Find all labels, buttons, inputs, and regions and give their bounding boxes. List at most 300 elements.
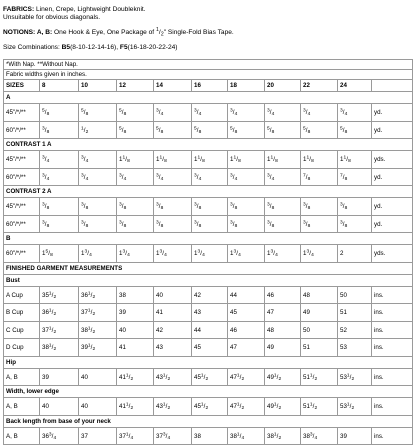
cell-whole: 53 <box>340 403 347 410</box>
cell-fraction: $^1/_2$ <box>273 402 282 412</box>
cell-fraction: $^3/_8$ <box>156 219 164 229</box>
cell-fraction: $^1/_2$ <box>87 343 96 353</box>
table-cell <box>265 321 301 339</box>
cell-fraction: $^3/_4$ <box>81 172 89 182</box>
table-cell <box>228 121 265 139</box>
cell-fraction: $^1/_2$ <box>273 372 282 382</box>
cell-whole: 47 <box>267 309 274 316</box>
unit-cell: yd. <box>372 198 413 216</box>
table-cell <box>265 245 301 263</box>
cell-fraction: $^3/_4$ <box>233 249 241 259</box>
cell-whole: 49 <box>267 373 274 381</box>
size-combo-label: Size Combinations: <box>3 43 62 51</box>
cell-whole: 35 <box>42 291 49 299</box>
unit-cell: ins. <box>372 398 413 416</box>
table-cell <box>338 427 372 445</box>
cell-whole: 43 <box>156 403 163 410</box>
yardage-table <box>3 59 413 445</box>
unsuitable-line: Unsuitable for obvious diagonals. <box>3 13 101 21</box>
table-cell <box>265 368 301 386</box>
table-cell <box>228 245 265 263</box>
cell-whole: 1 <box>156 250 160 257</box>
cell-fraction: $^3/_4$ <box>303 108 311 118</box>
table-cell <box>301 121 338 139</box>
unit-cell: yd. <box>372 168 413 186</box>
cell-fraction: $^1/_8$ <box>306 155 314 165</box>
cell-whole: 1 <box>267 156 271 163</box>
notions-fraction: $^1/_2$ <box>155 27 164 38</box>
cell-fraction: $^1/_2$ <box>273 431 282 441</box>
cell-fraction: $^3/_4$ <box>162 431 171 441</box>
cell-fraction: $^1/_2$ <box>87 308 96 318</box>
table-row <box>4 245 413 263</box>
cell-whole: 45 <box>194 373 201 381</box>
table-cell <box>117 304 154 322</box>
cell-fraction: $^1/_8$ <box>122 155 130 165</box>
cell-fraction: $^3/_4$ <box>194 108 202 118</box>
table-cell <box>338 286 372 304</box>
table-cell <box>117 168 154 186</box>
cell-whole: 51 <box>303 403 310 410</box>
cell-whole: 1 <box>194 156 198 163</box>
table-cell <box>79 215 117 233</box>
table-cell <box>228 104 265 122</box>
table-cell <box>192 104 228 122</box>
cell-whole: 36 <box>42 432 49 440</box>
table-row <box>4 368 413 386</box>
unit-cell: yds. <box>372 151 413 169</box>
cell-whole: 2 <box>340 250 344 257</box>
notions-label: NOTIONS: A, B: <box>3 29 53 37</box>
table-cell <box>228 168 265 186</box>
cell-fraction: $^1/_4$ <box>236 431 245 441</box>
table-cell <box>79 151 117 169</box>
cell-whole: 53 <box>340 344 347 351</box>
cell-fraction: $^1/_2$ <box>48 308 57 318</box>
table-cell <box>192 339 228 357</box>
section-heading: FINISHED GARMENT MEASUREMENTS <box>4 262 413 274</box>
cell-fraction: $^1/_2$ <box>87 290 96 300</box>
table-cell <box>301 215 338 233</box>
cell-fraction: $^3/_4$ <box>84 249 92 259</box>
table-cell <box>301 104 338 122</box>
f5-sizes: (16-18-20-22-24) <box>127 43 178 51</box>
cell-whole: 38 <box>119 291 126 299</box>
size-col-header: 12 <box>117 80 154 92</box>
row-label: A, B <box>4 427 40 445</box>
cell-fraction: $^7/_8$ <box>303 172 311 182</box>
table-cell <box>79 104 117 122</box>
table-cell <box>154 198 192 216</box>
cell-fraction: $^1/_8$ <box>159 155 167 165</box>
table-cell <box>301 245 338 263</box>
table-cell <box>40 151 79 169</box>
cell-fraction: $^3/_8$ <box>303 202 311 212</box>
cell-whole: 41 <box>119 403 126 410</box>
table-cell <box>40 286 79 304</box>
cell-whole: 40 <box>42 403 49 410</box>
cell-fraction: $^5/_8$ <box>340 125 348 135</box>
size-col-header: 14 <box>154 80 192 92</box>
row-label: A Cup <box>4 286 40 304</box>
size-col-header: 24 <box>338 80 372 92</box>
table-cell <box>40 339 79 357</box>
table-cell <box>265 151 301 169</box>
fabrics-label: FABRICS: <box>3 6 35 13</box>
table-row <box>4 427 413 445</box>
table-cell <box>265 339 301 357</box>
cell-fraction: $^3/_4$ <box>156 108 164 118</box>
row-label: C Cup <box>4 321 40 339</box>
table-row <box>4 304 413 322</box>
unit-cell: yd. <box>372 104 413 122</box>
section-heading: A <box>4 92 413 104</box>
table-cell <box>338 121 372 139</box>
table-cell <box>192 321 228 339</box>
cell-fraction: $^3/_8$ <box>194 219 202 229</box>
cell-fraction: $^3/_8$ <box>267 219 275 229</box>
cell-whole: 46 <box>267 291 274 299</box>
table-cell <box>265 198 301 216</box>
cell-fraction: $^3/_4$ <box>270 249 278 259</box>
cell-whole: 49 <box>267 403 274 410</box>
row-label: 60"/*/** <box>4 215 40 233</box>
table-cell <box>154 245 192 263</box>
table-cell <box>265 304 301 322</box>
cell-fraction: $^1/_2$ <box>346 372 355 382</box>
table-cell <box>40 215 79 233</box>
table-cell <box>40 121 79 139</box>
cell-fraction: $^3/_8$ <box>119 219 127 229</box>
row-label: A, B <box>4 398 40 416</box>
table-cell <box>228 286 265 304</box>
cell-fraction: $^3/_4$ <box>156 172 164 182</box>
section-heading: B <box>4 233 413 245</box>
section-heading: Bust <box>4 274 413 286</box>
table-cell <box>192 215 228 233</box>
cell-whole: 38 <box>42 344 49 351</box>
cell-fraction: $^3/_4$ <box>194 172 202 182</box>
table-cell <box>79 168 117 186</box>
cell-fraction: $^5/_8$ <box>42 108 50 118</box>
cell-fraction: $^3/_8$ <box>119 202 127 212</box>
cell-fraction: $^1/_2$ <box>48 343 57 353</box>
cell-whole: 38 <box>230 432 237 440</box>
table-row <box>4 168 413 186</box>
cell-fraction: $^1/_2$ <box>309 402 318 412</box>
cell-whole: 50 <box>303 326 310 334</box>
unit-cell: ins. <box>372 304 413 322</box>
table-cell <box>301 198 338 216</box>
cell-whole: 45 <box>194 403 201 410</box>
cell-fraction: $^3/_8$ <box>156 202 164 212</box>
cell-fraction: $^1/_2$ <box>87 325 96 335</box>
table-cell <box>265 168 301 186</box>
cell-whole: 1 <box>156 156 160 163</box>
table-row <box>4 286 413 304</box>
table-cell <box>301 339 338 357</box>
table-cell <box>338 321 372 339</box>
table-cell <box>265 121 301 139</box>
cell-fraction: $^1/_2$ <box>162 372 171 382</box>
row-label: 60"/*/** <box>4 245 40 263</box>
cell-fraction: $^3/_4$ <box>122 249 130 259</box>
cell-whole: 37 <box>81 432 88 440</box>
cell-fraction: $^3/_4$ <box>340 108 348 118</box>
cell-fraction: $^1/_2$ <box>236 372 245 382</box>
cell-whole: 1 <box>194 250 198 257</box>
unit-cell: yds. <box>372 245 413 263</box>
f5-code: F5 <box>119 43 128 51</box>
unit-cell: ins. <box>372 368 413 386</box>
cell-fraction: $^3/_4$ <box>42 172 50 182</box>
table-cell <box>192 368 228 386</box>
table-cell <box>301 427 338 445</box>
cell-fraction: $^5/_8$ <box>119 108 127 118</box>
cell-fraction: $^3/_8$ <box>230 202 238 212</box>
cell-whole: 42 <box>156 326 163 334</box>
table-cell <box>79 427 117 445</box>
cell-fraction: $^1/_8$ <box>233 155 241 165</box>
cell-fraction: $^5/_8$ <box>194 125 202 135</box>
table-row <box>4 151 413 169</box>
table-cell <box>40 427 79 445</box>
cell-whole: 46 <box>230 326 237 334</box>
unit-cell: ins. <box>372 427 413 445</box>
cell-fraction: $^3/_4$ <box>306 249 314 259</box>
table-cell <box>154 321 192 339</box>
cell-whole: 52 <box>340 326 347 334</box>
size-col-header: 16 <box>192 80 228 92</box>
cell-whole: 45 <box>194 344 201 351</box>
cell-fraction: $^1/_8$ <box>270 155 278 165</box>
table-cell <box>117 286 154 304</box>
size-col-header: 18 <box>228 80 265 92</box>
cell-fraction: $^3/_8$ <box>230 219 238 229</box>
row-label: A, B <box>4 368 40 386</box>
cell-fraction: $^5/_8$ <box>230 125 238 135</box>
table-cell <box>338 151 372 169</box>
table-cell <box>192 198 228 216</box>
cell-fraction: $^3/_4$ <box>197 249 205 259</box>
cell-whole: 39 <box>81 344 88 351</box>
fabric-width-note: Fabric widths given in inches. <box>4 70 413 80</box>
table-cell <box>154 368 192 386</box>
cell-whole: 47 <box>230 403 237 410</box>
cell-whole: 51 <box>303 344 310 351</box>
table-cell <box>228 368 265 386</box>
cell-whole: 38 <box>303 432 310 440</box>
row-label: 45"/*/** <box>4 151 40 169</box>
table-cell <box>338 368 372 386</box>
cell-fraction: $^3/_4$ <box>48 431 57 441</box>
cell-fraction: $^1/_2$ <box>200 372 209 382</box>
table-cell <box>228 215 265 233</box>
b5-code: B5 <box>61 43 71 51</box>
cell-whole: 36 <box>42 309 49 316</box>
table-cell <box>79 245 117 263</box>
cell-whole: 1 <box>81 250 85 257</box>
cell-fraction: $^5/_8$ <box>45 249 53 259</box>
cell-whole: 41 <box>156 309 163 316</box>
row-label: 60"/*/** <box>4 168 40 186</box>
table-cell <box>338 339 372 357</box>
table-cell <box>301 168 338 186</box>
table-cell <box>338 198 372 216</box>
cell-fraction: $^5/_8$ <box>156 125 164 135</box>
cell-fraction: $^5/_8$ <box>81 108 89 118</box>
cell-whole: 40 <box>156 291 163 299</box>
cell-fraction: $^1/_4$ <box>125 431 134 441</box>
table-cell <box>228 198 265 216</box>
table-cell <box>154 304 192 322</box>
section-heading: Width, lower edge <box>4 386 413 398</box>
cell-fraction: $^3/_4$ <box>42 155 50 165</box>
cell-fraction: $^3/_8$ <box>303 219 311 229</box>
cell-fraction: $^1/_2$ <box>236 402 245 412</box>
notions-line <box>3 29 413 37</box>
table-cell <box>40 198 79 216</box>
cell-fraction: $^3/_8$ <box>42 202 50 212</box>
section-heading: Hip <box>4 356 413 368</box>
table-cell <box>265 215 301 233</box>
sizes-header: SIZES <box>4 80 40 92</box>
table-cell <box>154 427 192 445</box>
cell-fraction: $^1/_2$ <box>125 402 134 412</box>
cell-whole: 50 <box>340 291 347 299</box>
cell-fraction: $^3/_8$ <box>81 202 89 212</box>
table-cell <box>79 304 117 322</box>
table-cell <box>301 151 338 169</box>
cell-fraction: $^1/_2$ <box>162 402 171 412</box>
cell-whole: 43 <box>156 344 163 351</box>
table-cell <box>192 304 228 322</box>
section-heading: CONTRAST 2 A <box>4 186 413 198</box>
table-cell <box>117 321 154 339</box>
cell-whole: 42 <box>194 291 201 299</box>
cell-fraction: $^3/_4$ <box>159 249 167 259</box>
size-col-header: 8 <box>40 80 79 92</box>
table-cell <box>154 151 192 169</box>
table-cell <box>265 427 301 445</box>
cell-fraction: $^1/_8$ <box>197 155 205 165</box>
cell-whole: 1 <box>267 250 271 257</box>
table-row <box>4 198 413 216</box>
cell-fraction: $^3/_4$ <box>230 172 238 182</box>
table-cell <box>117 215 154 233</box>
row-label: 45"/*/** <box>4 198 40 216</box>
notions-text-1: One Hook & Eye, One Package of <box>52 29 156 37</box>
table-row <box>4 215 413 233</box>
cell-whole: 38 <box>267 432 274 440</box>
cell-whole: 40 <box>81 373 88 381</box>
cell-fraction: $^3/_4$ <box>81 155 89 165</box>
cell-whole: 40 <box>81 403 88 410</box>
table-cell <box>192 121 228 139</box>
cell-fraction: $^3/_4$ <box>267 172 275 182</box>
cell-whole: 51 <box>303 373 310 381</box>
table-cell <box>117 368 154 386</box>
table-cell <box>301 321 338 339</box>
table-cell <box>265 104 301 122</box>
cell-fraction: $^3/_8$ <box>340 202 348 212</box>
cell-whole: 39 <box>119 309 126 316</box>
table-cell <box>117 121 154 139</box>
table-cell <box>40 245 79 263</box>
table-cell <box>40 304 79 322</box>
cell-whole: 49 <box>303 309 310 316</box>
cell-whole: 38 <box>194 432 201 440</box>
cell-fraction: $^1/_2$ <box>346 402 355 412</box>
cell-fraction: $^1/_2$ <box>200 402 209 412</box>
cell-whole: 37 <box>156 432 163 440</box>
cell-whole: 36 <box>81 291 88 299</box>
cell-whole: 41 <box>119 373 126 381</box>
cell-whole: 1 <box>119 156 123 163</box>
cell-fraction: $^1/_2$ <box>81 125 89 135</box>
size-col-header: 22 <box>301 80 338 92</box>
cell-fraction: $^3/_8$ <box>267 202 275 212</box>
cell-whole: 1 <box>230 250 234 257</box>
cell-whole: 43 <box>194 309 201 316</box>
table-cell <box>154 215 192 233</box>
unit-col-header <box>372 80 413 92</box>
table-cell <box>338 245 372 263</box>
cell-whole: 39 <box>42 373 49 381</box>
table-cell <box>117 151 154 169</box>
cell-whole: 44 <box>194 326 201 334</box>
table-cell <box>154 104 192 122</box>
table-cell <box>192 168 228 186</box>
nap-note: *With Nap. **Without Nap. <box>4 60 413 70</box>
table-cell <box>40 368 79 386</box>
notions-text-2: " Single-Fold Bias Tape. <box>163 29 234 37</box>
table-cell <box>228 304 265 322</box>
cell-whole: 45 <box>230 309 237 316</box>
unit-cell: ins. <box>372 339 413 357</box>
cell-fraction: $^3/_8$ <box>194 202 202 212</box>
size-col-header: 10 <box>79 80 117 92</box>
cell-whole: 43 <box>156 373 163 381</box>
fabrics-text: Linen, Crepe, Lightweight Doubleknit. <box>34 6 146 13</box>
cell-whole: 39 <box>340 432 347 440</box>
fabrics-line <box>3 6 413 14</box>
cell-whole: 49 <box>267 344 274 351</box>
table-row <box>4 104 413 122</box>
cell-whole: 37 <box>119 432 126 440</box>
table-cell <box>79 198 117 216</box>
table-cell <box>117 198 154 216</box>
cell-whole: 41 <box>119 344 126 351</box>
table-cell <box>79 339 117 357</box>
cell-whole: 51 <box>340 309 347 316</box>
table-cell <box>117 245 154 263</box>
table-cell <box>79 321 117 339</box>
table-cell <box>338 168 372 186</box>
cell-whole: 38 <box>81 326 88 334</box>
table-cell <box>338 304 372 322</box>
table-cell <box>117 104 154 122</box>
size-combinations-line <box>3 44 413 52</box>
table-cell <box>301 304 338 322</box>
cell-fraction: $^7/_8$ <box>340 172 348 182</box>
table-cell <box>117 339 154 357</box>
table-cell <box>228 427 265 445</box>
table-row <box>4 321 413 339</box>
cell-fraction: $^1/_8$ <box>343 155 351 165</box>
cell-fraction: $^1/_2$ <box>125 372 134 382</box>
cell-whole: 47 <box>230 373 237 381</box>
